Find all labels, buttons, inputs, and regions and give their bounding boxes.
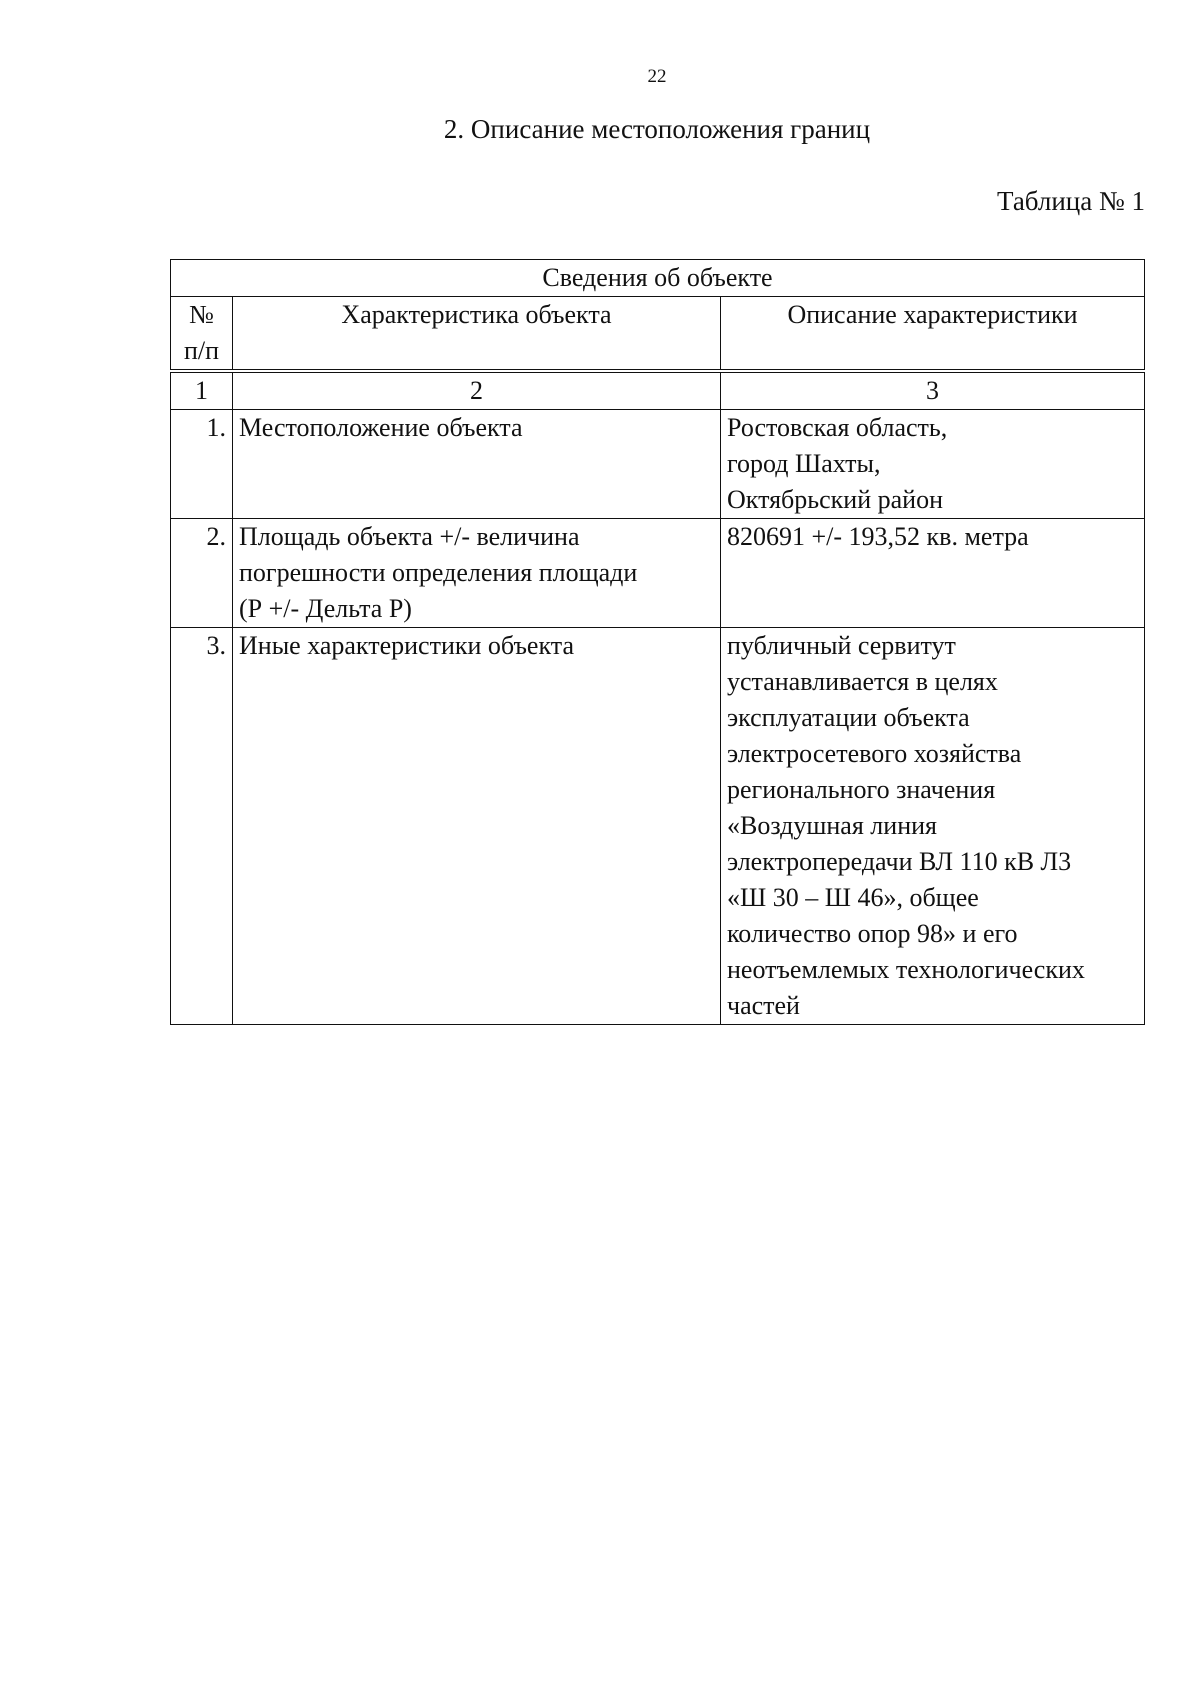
table-row bbox=[171, 628, 1145, 1025]
row-number: 3. bbox=[171, 628, 233, 1025]
row-description: публичный сервитут устанавливается в целях эксплуатации объекта электросетевого хозяйства регионального значения «Воздушная линия электропередачи ВЛ 110 кВ Л3 «Ш 30 – Ш 46», общее количество опор 98» и его неотъемлемых технологических частей bbox=[721, 628, 1145, 1025]
row-description: Ростовская область, город Шахты, Октябрьский район bbox=[721, 410, 1145, 519]
row-number: 2. bbox=[171, 519, 233, 628]
column-number-3: 3 bbox=[721, 371, 1145, 410]
row-characteristic: Местоположение объекта bbox=[233, 410, 721, 519]
header-characteristic: Характеристика объекта bbox=[233, 297, 721, 372]
row-number: 1. bbox=[171, 410, 233, 519]
table-caption: Таблица № 1 bbox=[997, 186, 1145, 216]
column-number-2: 2 bbox=[233, 371, 721, 410]
table-title: Сведения об объекте bbox=[171, 260, 1145, 297]
row-characteristic: Площадь объекта +/- величина погрешности определения площади (Р +/- Дельта Р) bbox=[233, 519, 721, 628]
row-characteristic: Иные характеристики объекта bbox=[233, 628, 721, 1025]
column-numbers-row bbox=[171, 371, 1145, 410]
page-number: 22 bbox=[647, 66, 667, 87]
object-info-table bbox=[170, 259, 1145, 1025]
table-row bbox=[171, 519, 1145, 628]
column-number-1: 1 bbox=[171, 371, 233, 410]
header-description: Описание характеристики bbox=[721, 297, 1145, 372]
section-heading: 2. Описание местоположения границ bbox=[443, 114, 871, 144]
row-description: 820691 +/- 193,52 кв. метра bbox=[721, 519, 1145, 628]
table-row bbox=[171, 410, 1145, 519]
table-header-row bbox=[171, 297, 1145, 372]
table-title-row bbox=[171, 260, 1145, 297]
header-num: № п/п bbox=[171, 297, 233, 372]
